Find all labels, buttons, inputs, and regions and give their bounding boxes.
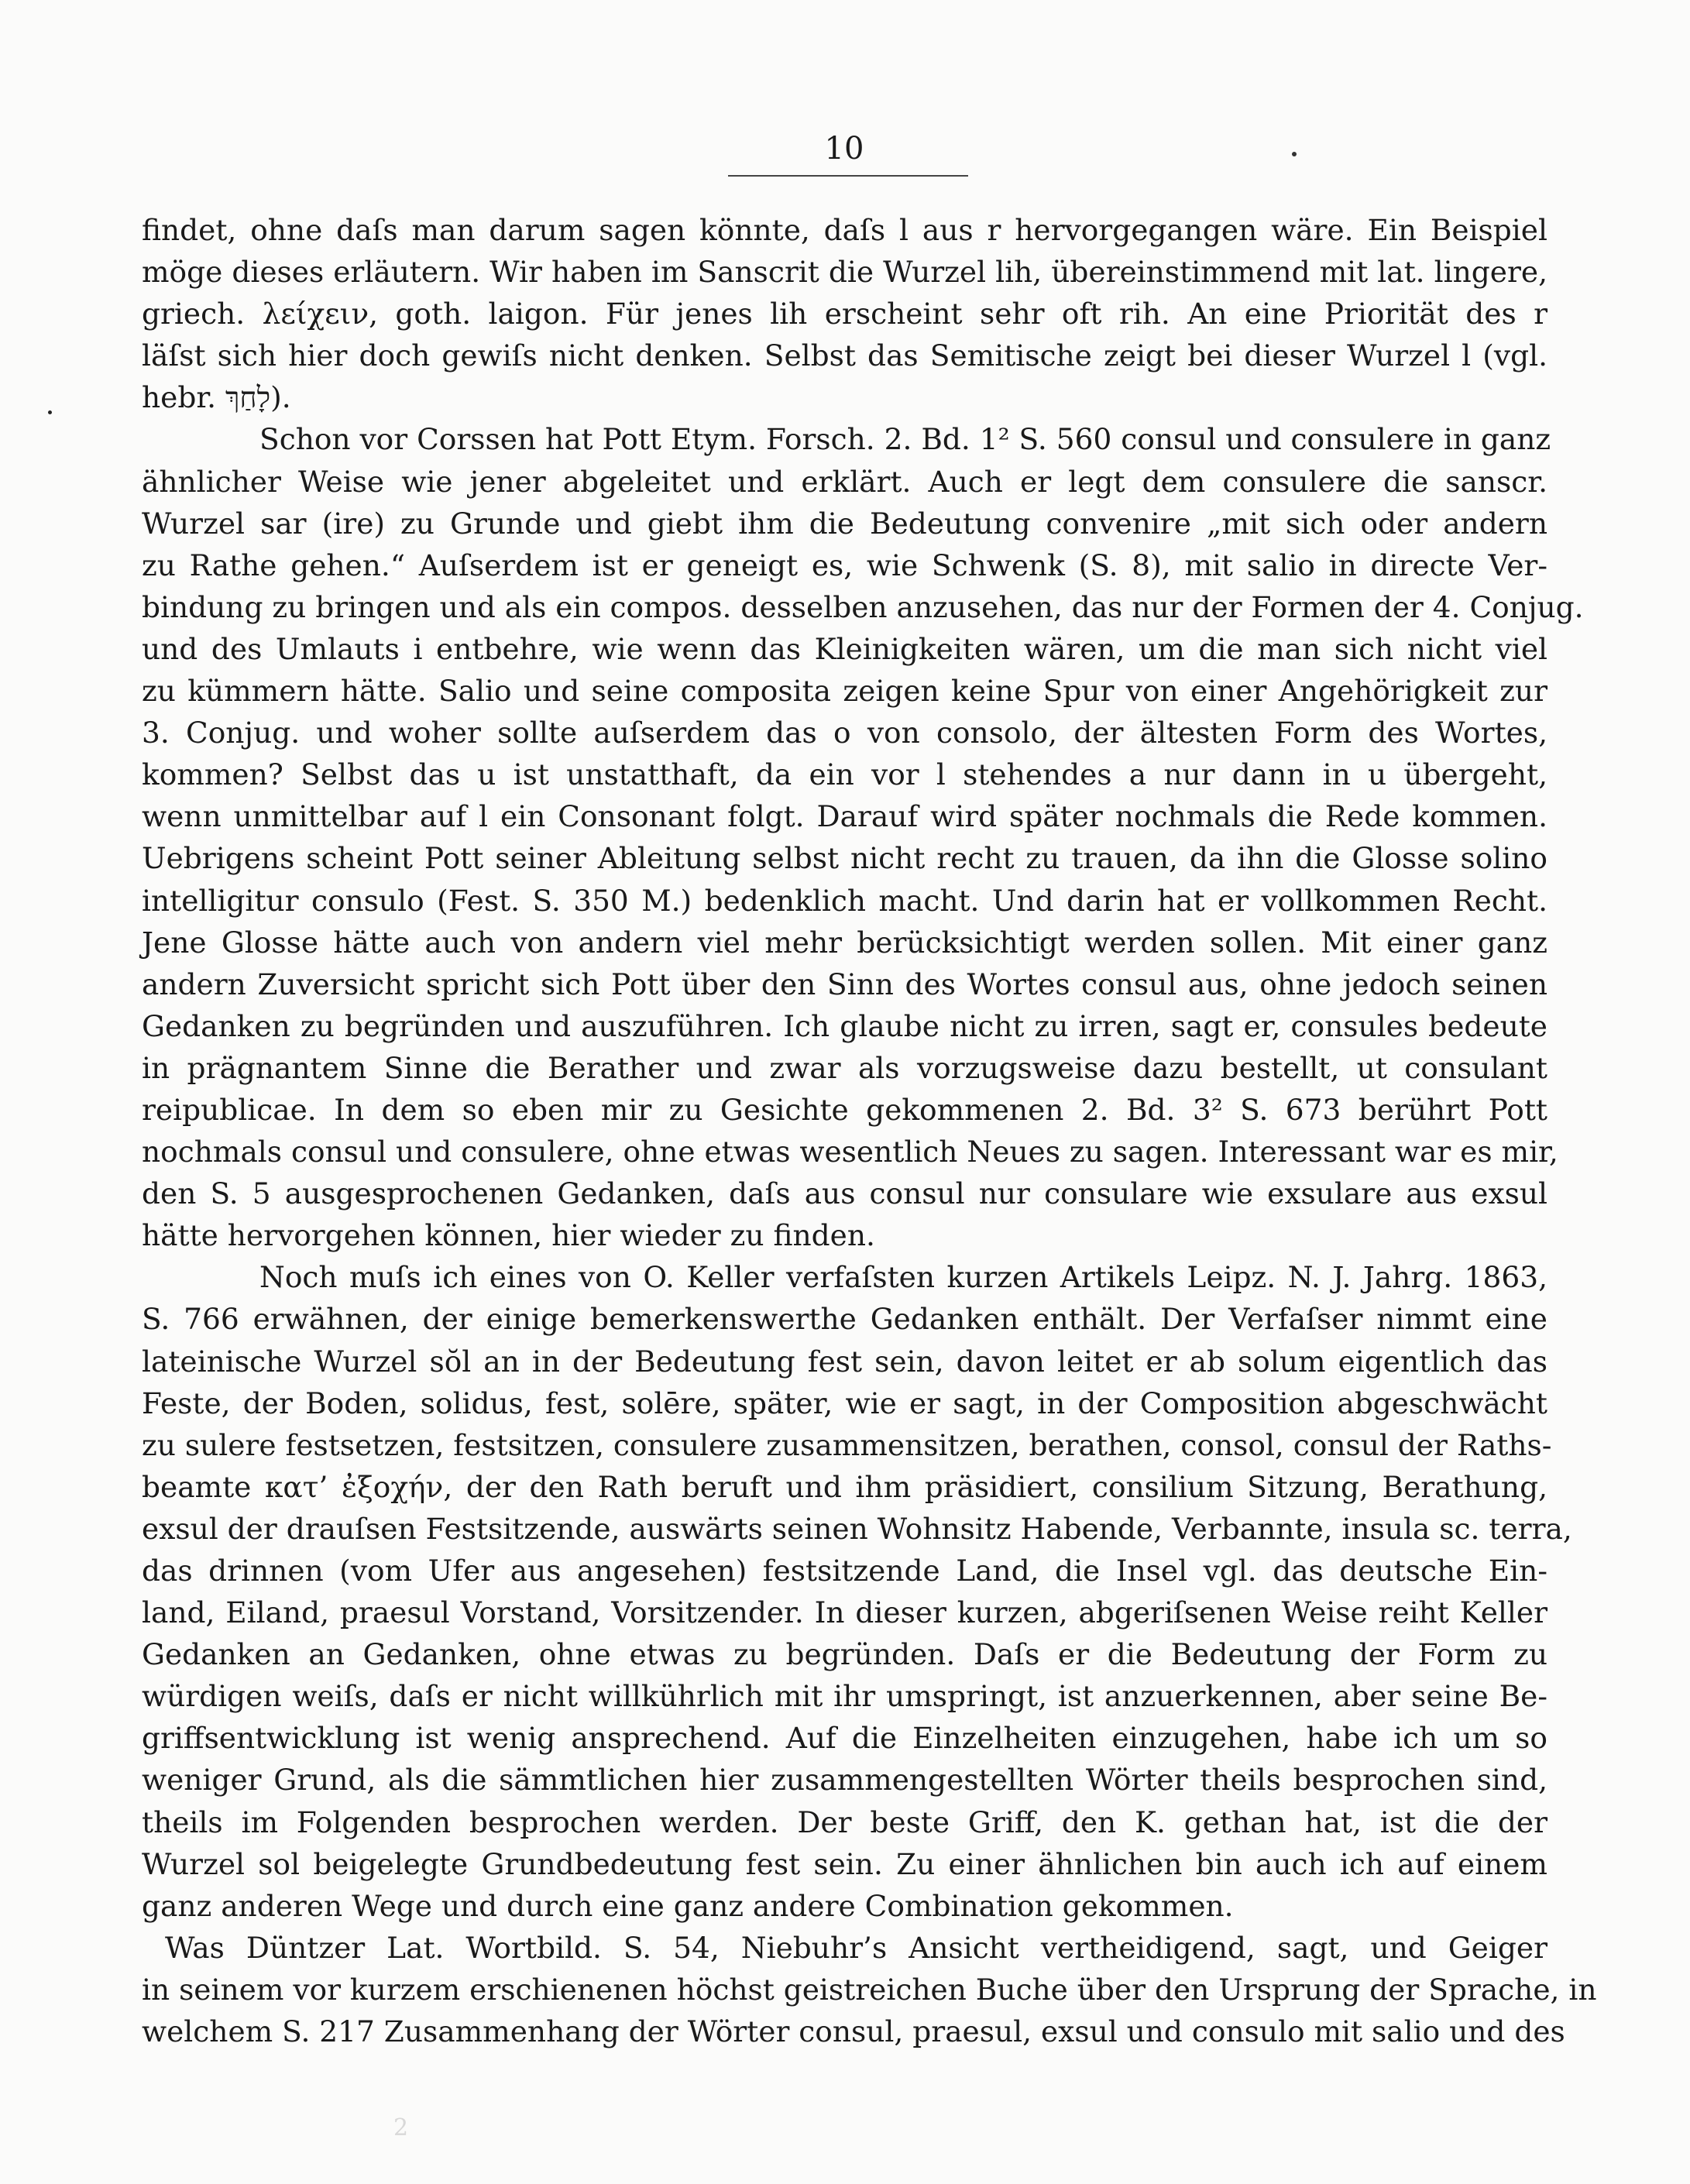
margin-ink-dot xyxy=(48,410,52,414)
text-line: hätte hervorgehen können, hier wieder zu finden. xyxy=(142,1218,875,1253)
text-line: wenn unmittelbar auf l ein Consonant folgt. Darauf wird später nochmals die Rede kommen. xyxy=(142,799,1547,834)
text-line: den S. 5 ausgesprochenen Gedanken, daſs aus consul nur consulare wie exsulare aus exsul xyxy=(142,1176,1547,1211)
text-line: und des Umlauts i entbehre, wie wenn das Kleinigkeiten wären, um die man sich nicht viel xyxy=(142,631,1547,666)
text-line: kommen? Selbst das u ist unstatthaft, da ein vor l stehendes a nur dann in u übergeht, xyxy=(142,757,1547,792)
text-line: Jene Glosse hätte auch von andern viel mehr berücksichtigt werden sollen. Mit einer ganz xyxy=(142,925,1547,960)
text-line: bindung zu bringen und als ein compos. desselben anzusehen, das nur der Formen der 4. Conjug. xyxy=(142,589,1584,624)
text-line: möge dieses erläutern. Wir haben im Sanscrit die Wurzel lih, übereinstimmend mit lat. lingere, xyxy=(142,255,1547,290)
text-line: nochmals consul und consulere, ohne etwas wesentlich Neues zu sagen. Interessant war es mir, xyxy=(142,1135,1558,1169)
text-line: Schon vor Corssen hat Pott Etym. Forsch. 2. Bd. 1² S. 560 consul und consulere in ganz xyxy=(259,422,1551,457)
text-line: lateinische Wurzel sŏl an in der Bedeutung fest sein, davon leitet er ab solum eigentlich das xyxy=(142,1344,1547,1379)
signature-mark: 2 xyxy=(393,2114,409,2141)
text-line: zu Rathe gehen.“ Auſserdem ist er geneigt es, wie Schwenk (S. 8), mit salio in directe Ver- xyxy=(142,548,1547,582)
text-line: theils im Folgenden besprochen werden. Der beste Griff, den K. gethan hat, ist die der xyxy=(142,1805,1547,1839)
text-line: exsul der drauſsen Festsitzende, auswärts seinen Wohnsitz Habende, Verbannte, insula sc. terra, xyxy=(142,1511,1572,1546)
text-line: zu sulere festsetzen, festsitzen, consulere zusammensitzen, berathen, consol, consul der Raths- xyxy=(142,1427,1552,1462)
text-line: in prägnantem Sinne die Berather und zwar als vorzugsweise dazu bestellt, ut consulant xyxy=(142,1050,1547,1085)
text-line: läſst sich hier doch gewiſs nicht denken. Selbst das Semitische zeigt bei dieser Wurzel l (vgl. xyxy=(142,338,1547,373)
text-line: reipublicae. In dem so eben mir zu Gesichte gekommenen 2. Bd. 3² S. 673 berührt Pott xyxy=(142,1092,1547,1127)
text-line: griffsentwicklung ist wenig ansprechend. Auf die Einzelheiten einzugehen, habe ich um so xyxy=(142,1721,1547,1756)
text-line: das drinnen (vom Ufer aus angesehen) festsitzende Land, die Insel vgl. das deutsche Ein- xyxy=(142,1554,1547,1588)
ink-dot xyxy=(1292,152,1297,156)
page-number: 10 xyxy=(824,131,864,167)
text-line: ähnlicher Weise wie jener abgeleitet und erklärt. Auch er legt dem consulere die sanscr. xyxy=(142,464,1547,499)
text-line: hebr. לָחַךְ). xyxy=(142,380,291,415)
header-rule xyxy=(728,175,968,177)
text-line: griech. λείχειν, goth. laigon. Für jenes lih erscheint sehr oft rih. An eine Priorität des r xyxy=(142,297,1547,331)
text-line: zu kümmern hätte. Salio und seine composita zeigen keine Spur von einer Angehörigkeit zur xyxy=(142,674,1547,709)
text-line: Gedanken zu begründen und auszuführen. Ich glaube nicht zu irren, sagt er, consules bedeute xyxy=(142,1008,1547,1043)
text-line: würdigen weiſs, daſs er nicht willkührlich mit ihr umspringt, ist anzuerkennen, aber seine Be- xyxy=(142,1679,1547,1714)
text-line: S. 766 erwähnen, der einige bemerkenswerthe Gedanken enthält. Der Verfaſser nimmt eine xyxy=(142,1302,1547,1337)
text-line: weniger Grund, als die sämmtlichen hier zusammengestellten Wörter theils besprochen sind, xyxy=(142,1763,1547,1798)
text-line: Wurzel sol beigelegte Grundbedeutung fest sein. Zu einer ähnlichen bin auch ich auf einem xyxy=(142,1846,1547,1881)
text-line: Noch muſs ich eines von O. Keller verfaſsten kurzen Artikels Leipz. N. J. Jahrg. 1863, xyxy=(259,1260,1547,1295)
text-line: in seinem vor kurzem erschienenen höchst geistreichen Buche über den Ursprung der Sprache, in xyxy=(142,1972,1597,2007)
body-text xyxy=(142,209,1597,2052)
text-line: 3. Conjug. und woher sollte auſserdem das o von consolo, der ältesten Form des Wortes, xyxy=(142,716,1547,750)
text-line: Gedanken an Gedanken, ohne etwas zu begründen. Daſs er die Bedeutung der Form zu xyxy=(142,1637,1547,1672)
text-line: Uebrigens scheint Pott seiner Ableitung selbst nicht recht zu trauen, da ihn die Glosse solino xyxy=(142,841,1547,876)
text-line: ganz anderen Wege und durch eine ganz andere Combination gekommen. xyxy=(142,1888,1234,1923)
text-line: intelligitur consulo (Fest. S. 350 M.) bedenklich macht. Und darin hat er vollkommen Recht. xyxy=(142,883,1547,918)
text-line: findet, ohne daſs man darum sagen könnte, daſs l aus r hervorgegangen wäre. Ein Beispiel xyxy=(142,213,1547,247)
text-line: beamte κατ’ ἐξοχήν, der den Rath beruft und ihm präsidiert, consilium Sitzung, Berathung, xyxy=(142,1469,1547,1504)
text-line: Wurzel sar (ire) zu Grunde und giebt ihm die Bedeutung convenire „mit sich oder andern xyxy=(142,506,1547,541)
text-line: andern Zuversicht spricht sich Pott über den Sinn des Wortes consul aus, ohne jedoch seinen xyxy=(142,967,1547,1001)
text-line: land, Eiland, praesul Vorstand, Vorsitzender. In dieser kurzen, abgeriſsenen Weise reiht Keller xyxy=(142,1595,1547,1630)
text-line: Feste, der Boden, solidus, fest, solēre, später, wie er sagt, in der Composition abgeschwächt xyxy=(142,1386,1547,1420)
text-line: Was Düntzer Lat. Wortbild. S. 54, Niebuhr’s Ansicht vertheidigend, sagt, und Geiger xyxy=(165,1930,1547,1965)
text-line: welchem S. 217 Zusammenhang der Wörter consul, praesul, exsul und consulo mit salio und des xyxy=(142,2014,1565,2049)
